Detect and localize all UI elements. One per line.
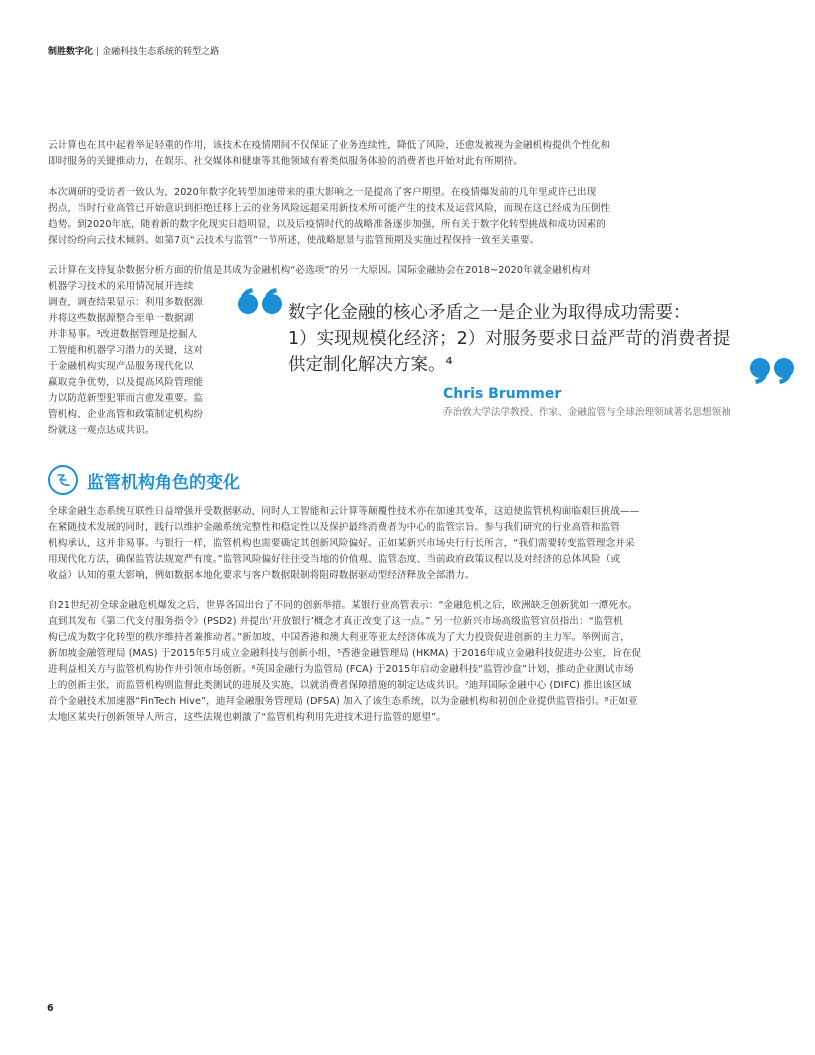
- text-line: 首个金融技术加速器“FinTech Hive”，迪拜金融服务管理局 (DFSA) 加入了该生态系统，以为金融机构和初创企业提供监管指引。⁸正如亚: [48, 696, 638, 707]
- text-line: 收益）认知的重大影响，例如数据本地化要求与客户数据限制将阻碍数据驱动型经济释放全部潜力。: [48, 570, 475, 581]
- paragraph-customer-expectations: [48, 185, 718, 249]
- text-line: 全球金融生态系统互联性日益增强并受数据驱动，同时人工智能和云计算等颠覆性技术亦在加速其变革，这迫使监管机构面临艰巨挑战——: [48, 506, 640, 517]
- text-line: 管机构、企业高管和政策制定机构纷: [48, 409, 204, 420]
- text-line: 赢取竞争优势，以及提高风险管理能: [48, 377, 204, 388]
- text-line: 云计算在支持复杂数据分析方面的价值是其成为金融机构“必选项”的另一大原因。国际金融协会在2018~2020年就金融机构对: [48, 265, 591, 276]
- running-header: [48, 44, 219, 57]
- text-line: 构已成为数字化转型的秩序维持者兼推动者。”新加坡、中国香港和澳大利亚等亚太经济体成为了大力投资促进创新的主力军。举例而言，: [48, 632, 630, 643]
- quote-author-role: 乔治敦大学法学教授、作家、金融监管与全球治理领域著名思想领袖: [443, 407, 731, 418]
- text-line: 探讨纷纷向云技术倾斜。如第7页“云技术与监管”一节所述，使战略愿景与监管预期及实施过程保持一致至关重要。: [48, 235, 540, 246]
- text-line: 并将这些数据源整合至单一数据湖: [48, 313, 194, 324]
- text-line: 新加坡金融管理局 (MAS) 于2015年5月成立金融科技与创新小组，⁵香港金融管理局 (HKMA) 于2016年成立金融科技促进办公室，旨在促: [48, 648, 642, 659]
- text-line: 趋势。到2020年底，随着新的数字化现实日趋明显，以及后疫情时代的战略准备逐步加强，所有关于数字化转型挑战和成功因素的: [48, 219, 606, 230]
- header-separator: |: [96, 47, 100, 57]
- paragraph-cloud-role: [48, 138, 718, 170]
- text-line: 于金融机构实现产品服务现代化以: [48, 361, 194, 372]
- text-line: 拐点，当时行业高管已开始意识到拒绝迁移上云的业务风险远超采用新技术所可能产生的技术及运营风险，而现在这已经成为压倒性: [48, 203, 611, 214]
- text-line: 在紧随技术发展的同时，践行以维护金融系统完整性和稳定性以及保护最终消费者为中心的监管宗旨。参与我们研究的行业高管和监管: [48, 522, 620, 533]
- regulator-icon: [48, 465, 78, 495]
- text-line: 上的创新主张，而监管机构则监督此类测试的进展及实施，以就消费者保障措施的制定达成共识。⁷迪拜国际金融中心 (DIFC) 推出该区域: [48, 680, 632, 691]
- text-line: 自21世纪初全球金融危机爆发之后，世界各国出台了不同的创新举措。某银行业高管表示：“金融危机之后，欧洲缺乏创新犹如一潭死水。: [48, 600, 638, 611]
- text-line: 云计算也在其中起着举足轻重的作用，该技术在疫情期间不仅保证了业务连续性，降低了风险，还愈发被视为金融机构提供个性化和: [48, 140, 611, 151]
- text-line: 进利益相关方与监管机构协作并引领市场创新。⁶英国金融行为监管局 (FCA) 于2015年启动金融科技“监管沙盒”计划，推动企业测试市场: [48, 664, 634, 675]
- quote-line: 1）实现规模化经济；2）对服务要求日益严苛的消费者提: [288, 329, 731, 349]
- header-subtitle: 金融科技生态系统的转型之路: [102, 47, 220, 57]
- regulator-glyph-icon: [55, 472, 71, 488]
- text-line: 机器学习技术的采用情况展开连续: [48, 281, 194, 292]
- quote-text: [288, 300, 798, 378]
- text-line: 直到其发布《第二代支付服务指令》(PSD2) 并提出‘开放银行’概念才真正改变了这一点。” 另一位新兴市场高级监管官员指出：“监管机: [48, 616, 623, 627]
- text-line: 即时服务的关键推动力，在娱乐、社交媒体和健康等其他领域有着类似服务体验的消费者也开始对此有所期待。: [48, 156, 523, 167]
- quote-author: Chris Brummer: [443, 386, 562, 402]
- paragraph-data-analytics-intro: [48, 263, 718, 279]
- paragraph-innovation-initiatives: [48, 598, 718, 726]
- text-line: 本次调研的受访者一致认为，2020年数字化转型加速带来的重大影响之一是提高了客户期望。在疫情爆发前的几年里或许已出现: [48, 187, 597, 198]
- page-number: 6: [47, 1003, 54, 1014]
- quote-line: 数字化金融的核心矛盾之一是企业为取得成功需要：: [288, 303, 691, 323]
- text-line: 太地区某央行创新领导人所言，这些法规也刺激了“监管机构利用先进技术进行监管的愿望”。: [48, 712, 446, 723]
- text-line: 纷就这一观点达成共识。: [48, 425, 155, 436]
- text-line: 力以防范新型犯罪而言愈发重要。监: [48, 393, 204, 404]
- text-line: 工智能和机器学习潜力的关键，这对: [48, 345, 204, 356]
- text-line: 并非易事。³改进数据管理是挖掘人: [48, 329, 198, 340]
- header-title: 制胜数字化: [48, 47, 94, 57]
- open-quote-icon: [238, 286, 284, 316]
- text-line: 机构承认，这并非易事。与银行一样，监管机构也需要确定其创新风险偏好。正如某新兴市场央行行长所言，“我们需要转变监管理念并采: [48, 538, 635, 549]
- close-quote-icon: [748, 356, 794, 386]
- text-line: 调查，调查结果显示：利用多数据源: [48, 297, 204, 308]
- quote-line: 供定制化解决方案。⁴: [288, 355, 453, 375]
- paragraph-regulator-challenges: [48, 504, 718, 584]
- section-title: 监管机构角色的变化: [87, 473, 240, 493]
- paragraph-data-analytics: [48, 279, 233, 439]
- text-line: 用现代化方法，确保监管法规宽严有度。”监管风险偏好往往受当地的价值观、监管态度、当前政府政策议程以及对经济的总体风险（或: [48, 554, 621, 565]
